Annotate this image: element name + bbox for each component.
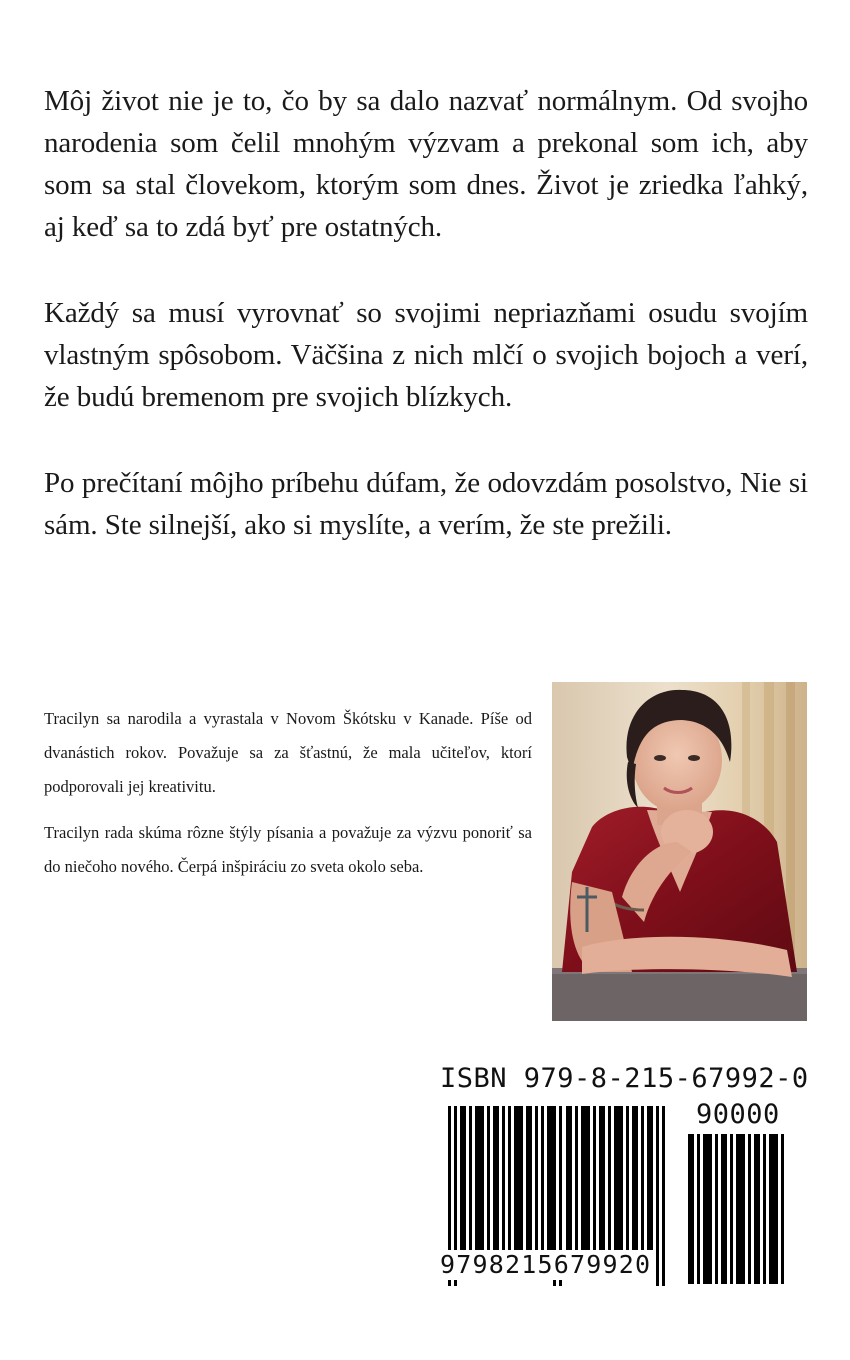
isbn-addon-code: 90000 xyxy=(696,1099,780,1130)
author-bio-paragraph-1: Tracilyn sa narodila a vyrastala v Novom Škótsku v Kanade. Píše od dvanástich rokov. Považuje sa za šťastnú, že mala učiteľov, ktorí podporovali jej kreativitu. xyxy=(44,709,532,796)
blurb-paragraph-2: Každý sa musí vyrovnať so svojimi nepriazňami osudu svojím vlastným spôsobom. Väčšina z nich mlčí o svojich bojoch a verí, že budú bremenom pre svojich blízkych. xyxy=(44,297,808,413)
isbn-barcode-block xyxy=(440,1062,809,1302)
author-bio-paragraph-2: Tracilyn rada skúma rôzne štýly písania a považuje za výzvu ponoriť sa do niečoho nového. Čerpá inšpiráciu zo sveta okolo seba. xyxy=(44,823,532,876)
author-photo xyxy=(552,682,807,1021)
back-cover-blurb xyxy=(44,80,808,590)
addon-barcode xyxy=(686,1134,790,1284)
blurb-paragraph-3: Po prečítaní môjho príbehu dúfam, že odovzdám posolstvo, Nie si sám. Ste silnejší, ako si myslíte, a verím, že ste prežili. xyxy=(44,467,808,541)
author-bio xyxy=(44,702,532,896)
blurb-paragraph-1: Môj život nie je to, čo by sa dalo nazvať normálnym. Od svojho narodenia som čelil mnohým výzvam a prekonal som ich, aby som sa stal človekom, ktorým som dnes. Život je zriedka ľahký, aj keď sa to zdá byť pre ostatných. xyxy=(44,85,808,243)
isbn-label: ISBN 979-8-215-67992-0 xyxy=(440,1063,809,1094)
barcode-digits: 9798215679920 xyxy=(440,1250,652,1279)
